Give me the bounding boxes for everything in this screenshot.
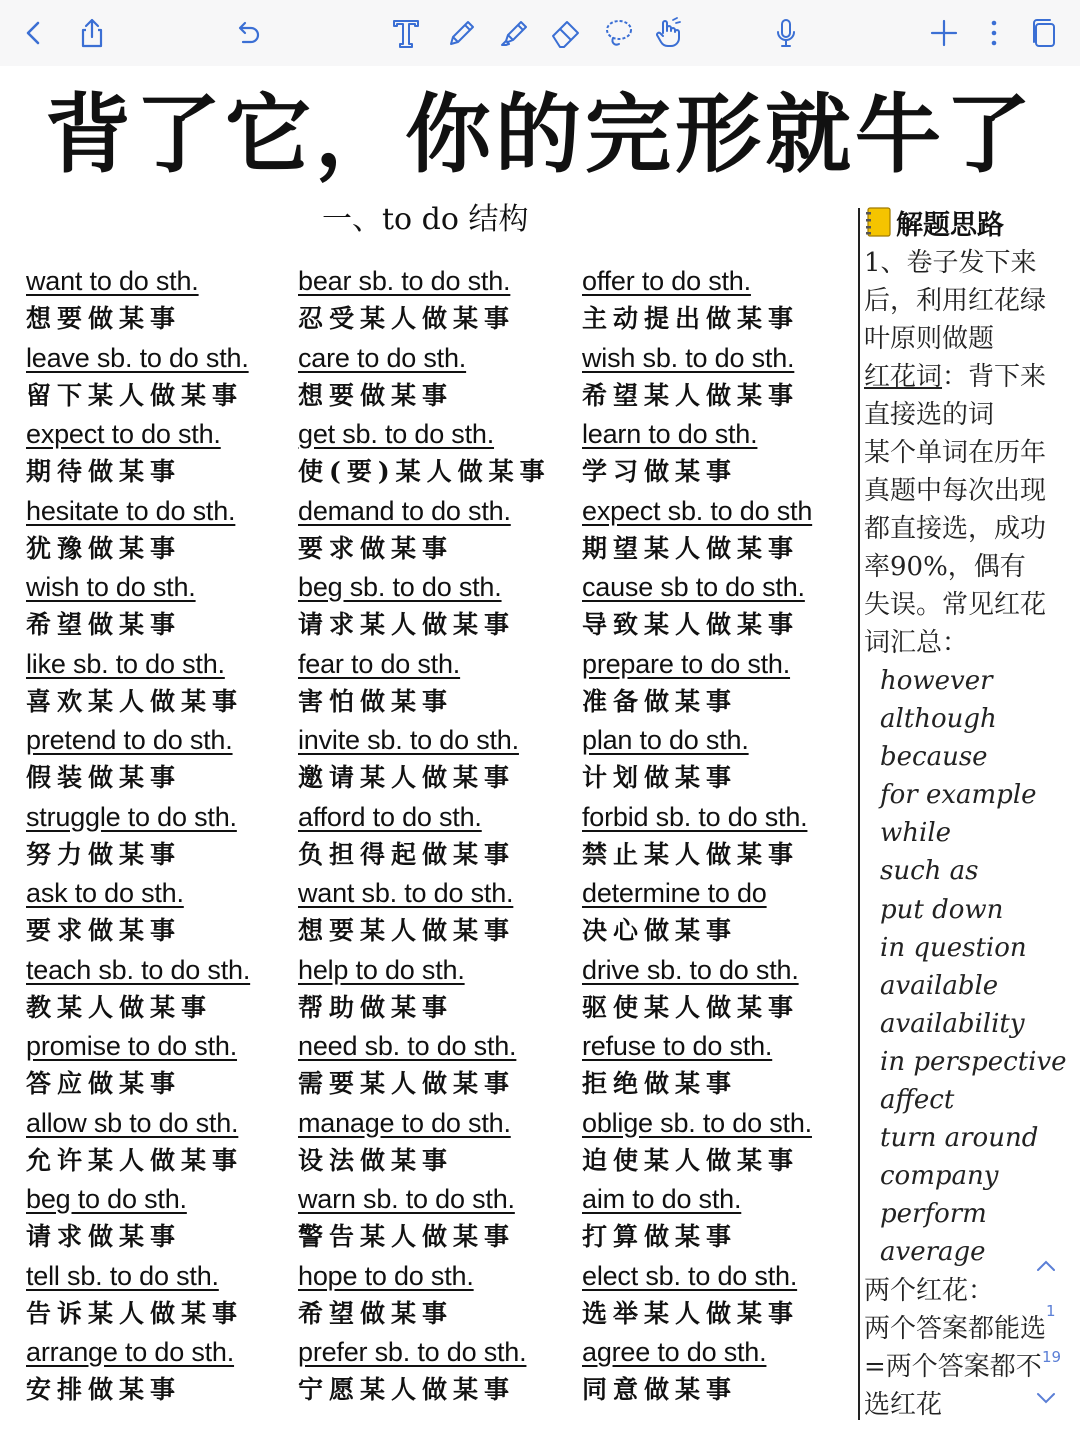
- phrase-entry: [26, 874, 288, 951]
- phrase-chinese: 忍受某人做某事: [298, 304, 516, 333]
- phrase-chinese: 要求做某事: [298, 533, 454, 563]
- phrase-entry: [26, 798, 288, 875]
- phrase-entry: [298, 645, 570, 722]
- handwritten-line: 率90%，偶有: [864, 552, 1026, 582]
- phrase-entry: [26, 951, 288, 1028]
- phrase-column-3: [582, 262, 854, 1410]
- phrase-english: get sb. to do sth.: [298, 419, 495, 449]
- phrase-entry: [582, 1104, 854, 1181]
- phrase-english: determine to do: [582, 878, 767, 908]
- phrase-english: cause sb to do sth.: [582, 572, 805, 602]
- undo-button[interactable]: [228, 13, 268, 53]
- share-button[interactable]: [72, 13, 112, 53]
- phrase-chinese: 努力做某事: [26, 839, 182, 869]
- phrase-entry: [298, 1104, 570, 1181]
- current-page-number: 1: [1046, 1302, 1056, 1320]
- handwritten-line: 两个红花：: [864, 1275, 995, 1306]
- phrase-english: pretend to do sth.: [26, 725, 233, 755]
- phrase-english: care to do sth.: [298, 342, 467, 373]
- notebook-icon: [864, 206, 892, 238]
- phrase-entry: [582, 1180, 854, 1257]
- phrase-english: prefer sb. to do sth.: [298, 1337, 527, 1367]
- handwritten-line: 选红花: [864, 1389, 943, 1420]
- red-flower-term: average: [880, 1237, 986, 1268]
- back-icon: [17, 16, 51, 50]
- phrase-entry: [298, 874, 570, 951]
- red-flower-term: although: [880, 704, 997, 735]
- phrase-english: ask to do sth.: [26, 878, 184, 908]
- tips-paragraph-2: [864, 396, 1078, 662]
- phrase-chinese: 设法做某事: [298, 1145, 454, 1175]
- phrase-entry: [582, 721, 854, 798]
- phrase-chinese: 希望做某事: [26, 610, 182, 639]
- phrase-entry: [298, 568, 570, 645]
- add-icon: [927, 16, 961, 50]
- phrase-entry: [298, 415, 570, 492]
- phrase-english: beg to do sth.: [26, 1184, 187, 1214]
- phrase-entry: [298, 339, 570, 416]
- phrase-english: like sb. to do sth.: [26, 648, 225, 679]
- phrase-english: wish to do sth.: [26, 572, 196, 602]
- total-page-count: 19: [1042, 1348, 1062, 1366]
- phrase-english: offer to do sth.: [582, 266, 751, 296]
- phrase-chinese: 请求某人做某事: [298, 610, 516, 639]
- phrase-chinese: 要求做某事: [26, 916, 182, 945]
- phrase-english: demand to do sth.: [298, 495, 511, 526]
- phrase-chinese: 留下某人做某事: [26, 380, 244, 410]
- handwritten-line: 后，利用红花绿: [864, 286, 1047, 316]
- handwritten-line: 直接选的词: [864, 400, 995, 430]
- phrase-chinese: 警告某人做某事: [298, 1222, 516, 1251]
- phrase-entry: [582, 645, 854, 722]
- pages-button[interactable]: [1024, 13, 1064, 53]
- phrase-english: agree to do sth.: [582, 1337, 767, 1367]
- phrase-chinese: 答应做某事: [26, 1069, 182, 1098]
- text-tool-icon: [389, 16, 423, 50]
- phrase-column-2: [298, 262, 570, 1410]
- phrase-entry: [582, 339, 854, 416]
- phrase-chinese: 想要做某事: [26, 304, 182, 333]
- phrase-chinese: 选举某人做某事: [582, 1298, 800, 1328]
- red-flower-definition: [864, 358, 1078, 396]
- eraser-tool-button[interactable]: [546, 13, 586, 53]
- hand-tool-button[interactable]: [648, 13, 688, 53]
- handwritten-line: 1、卷子发下来: [864, 248, 1037, 278]
- handwritten-line: =两个答案都不: [864, 1351, 1042, 1382]
- phrase-english: leave sb. to do sth.: [26, 342, 249, 373]
- red-flower-label: 红花词: [864, 362, 943, 392]
- phrase-english: arrange to do sth.: [26, 1337, 235, 1367]
- undo-icon: [231, 16, 265, 50]
- phrase-english: hope to do sth.: [298, 1260, 474, 1291]
- phrase-entry: [26, 1333, 288, 1410]
- microphone-button[interactable]: [766, 13, 806, 53]
- phrase-entry: [298, 721, 570, 798]
- microphone-icon: [769, 16, 803, 50]
- red-flower-term: available: [880, 970, 999, 1001]
- phrase-english: struggle to do sth.: [26, 801, 237, 832]
- red-flower-term: in perspective: [880, 1046, 1067, 1077]
- red-flower-term: availability: [880, 1008, 1025, 1039]
- phrase-chinese: 希望某人做某事: [582, 380, 800, 410]
- phrase-chinese: 希望做某事: [298, 1298, 454, 1328]
- phrase-chinese: 决心做某事: [582, 916, 738, 945]
- phrase-chinese: 安排做某事: [26, 1375, 182, 1404]
- phrase-chinese: 允许某人做某事: [26, 1145, 244, 1175]
- handwritten-line: 两个答案都能选: [864, 1313, 1047, 1344]
- tips-paragraph: [864, 244, 1078, 358]
- phrase-entry: [26, 1104, 288, 1181]
- phrase-english: oblige sb. to do sth.: [582, 1107, 812, 1138]
- phrase-entry: [26, 1257, 288, 1334]
- phrase-chinese: 犹豫做某事: [26, 533, 182, 563]
- phrase-english: warn sb. to do sth.: [298, 1184, 515, 1214]
- phrase-entry: [582, 492, 854, 569]
- phrase-column-1: [26, 262, 288, 1410]
- phrase-entry: [26, 492, 288, 569]
- phrase-chinese: 禁止某人做某事: [582, 839, 800, 869]
- phrase-entry: [298, 1180, 570, 1257]
- phrase-chinese: 期待做某事: [26, 457, 182, 486]
- phrase-entry: [298, 262, 570, 339]
- red-flower-term: turn around: [880, 1123, 1039, 1154]
- red-flower-term: for example: [880, 780, 1037, 811]
- note-page[interactable]: [0, 66, 1080, 1440]
- toolbar: [0, 0, 1080, 67]
- phrase-chinese: 帮助做某事: [298, 992, 454, 1022]
- phrase-entry: [26, 415, 288, 492]
- phrase-chinese: 假装做某事: [26, 763, 182, 792]
- handwritten-line: 失误。常见红花: [864, 590, 1047, 620]
- phrase-english: tell sb. to do sth.: [26, 1260, 219, 1291]
- phrase-entry: [582, 415, 854, 492]
- phrase-chinese: 想要做某事: [298, 380, 454, 410]
- phrase-english: elect sb. to do sth.: [582, 1260, 798, 1291]
- share-icon: [75, 16, 109, 50]
- add-button[interactable]: [924, 13, 964, 53]
- highlighter-icon: [497, 16, 531, 50]
- section-title: 一、to do 结构: [322, 202, 529, 237]
- phrase-chinese: 主动提出做某事: [582, 304, 800, 333]
- pen-icon: [445, 16, 479, 50]
- phrase-english: promise to do sth.: [26, 1031, 238, 1061]
- sidebar-header: [864, 200, 1078, 244]
- phrase-entry: [26, 721, 288, 798]
- lasso-icon: [601, 16, 635, 50]
- back-button[interactable]: [14, 13, 54, 53]
- red-flower-term: put down: [880, 894, 1004, 925]
- red-flower-term: perform: [880, 1199, 987, 1230]
- phrase-english: refuse to do sth.: [582, 1031, 773, 1061]
- phrase-entry: [298, 951, 570, 1028]
- handwritten-line: 词汇总：: [864, 628, 969, 658]
- handwritten-line: 真题中每次出现: [864, 476, 1047, 506]
- red-flower-term: because: [880, 742, 988, 773]
- phrase-chinese: 使(要)某人做某事: [298, 457, 551, 486]
- eraser-icon: [549, 16, 583, 50]
- phrase-english: forbid sb. to do sth.: [582, 801, 808, 832]
- phrase-english: invite sb. to do sth.: [298, 725, 519, 755]
- red-flower-term: affect: [880, 1085, 955, 1116]
- phrase-entry: [298, 1257, 570, 1334]
- handwritten-line: 某个单词在历年: [864, 438, 1047, 468]
- pages-icon: [1027, 16, 1061, 50]
- phrase-chinese: 导致某人做某事: [582, 610, 800, 639]
- red-flower-term: in question: [880, 932, 1027, 963]
- phrase-english: plan to do sth.: [582, 725, 749, 755]
- phrase-entry: [582, 798, 854, 875]
- phrase-chinese: 需要某人做某事: [298, 1069, 516, 1098]
- phrase-entry: [298, 798, 570, 875]
- phrase-english: aim to do sth.: [582, 1184, 742, 1214]
- sidebar-notes: [864, 200, 1078, 1424]
- phrase-chinese: 计划做某事: [582, 763, 738, 792]
- pen-tool-button[interactable]: [442, 13, 482, 53]
- phrase-entry: [582, 1027, 854, 1104]
- phrase-english: teach sb. to do sth.: [26, 954, 251, 985]
- phrase-entry: [298, 1333, 570, 1410]
- phrase-chinese: 喜欢某人做某事: [26, 686, 244, 716]
- red-flower-term-list: [864, 662, 1078, 1272]
- phrase-entry: [582, 874, 854, 951]
- phrase-chinese: 拒绝做某事: [582, 1069, 738, 1098]
- phrase-entry: [26, 339, 288, 416]
- phrase-english: need sb. to do sth.: [298, 1031, 517, 1061]
- phrase-chinese: 准备做某事: [582, 686, 738, 716]
- phrase-chinese: 害怕做某事: [298, 686, 454, 716]
- more-icon: [977, 16, 1011, 50]
- phrase-entry: [582, 568, 854, 645]
- phrase-chinese: 负担得起做某事: [298, 839, 516, 869]
- phrase-english: fear to do sth.: [298, 648, 461, 679]
- phrase-entry: [582, 951, 854, 1028]
- phrase-entry: [582, 1333, 854, 1410]
- phrase-chinese: 教某人做某事: [26, 992, 213, 1022]
- page-title: 背了它，你的完形就牛了: [45, 84, 1035, 185]
- phrase-english: drive sb. to do sth.: [582, 954, 799, 985]
- hand-pointer-icon: [651, 16, 685, 50]
- phrase-chinese: 想要某人做某事: [298, 916, 516, 945]
- phrase-english: allow sb to do sth.: [26, 1107, 239, 1138]
- phrase-english: hesitate to do sth.: [26, 495, 236, 526]
- phrase-entry: [26, 262, 288, 339]
- text-tool-button[interactable]: [386, 13, 426, 53]
- phrase-entry: [298, 1027, 570, 1104]
- phrase-english: bear sb. to do sth.: [298, 266, 511, 296]
- handwritten-line: 都直接选，成功: [864, 514, 1047, 544]
- phrase-english: expect to do sth.: [26, 419, 221, 449]
- phrase-english: wish sb. to do sth.: [582, 342, 795, 373]
- phrase-chinese: 驱使某人做某事: [582, 992, 800, 1022]
- phrase-chinese: 告诉某人做某事: [26, 1298, 244, 1328]
- phrase-english: expect sb. to do sth: [582, 495, 813, 526]
- sidebar-divider: [858, 208, 860, 1420]
- phrase-chinese: 请求做某事: [26, 1222, 182, 1251]
- phrase-english: afford to do sth.: [298, 801, 482, 832]
- phrase-entry: [26, 1027, 288, 1104]
- phrase-english: prepare to do sth.: [582, 648, 791, 679]
- phrase-english: want to do sth.: [26, 266, 199, 296]
- red-flower-term: company: [880, 1161, 999, 1192]
- phrase-english: help to do sth.: [298, 954, 465, 985]
- phrase-english: manage to do sth.: [298, 1107, 511, 1138]
- red-flower-term: such as: [880, 856, 979, 887]
- phrase-english: want sb. to do sth.: [298, 878, 514, 908]
- phrase-entry: [582, 1257, 854, 1334]
- phrase-chinese: 宁愿某人做某事: [298, 1375, 516, 1404]
- phrase-entry: [26, 568, 288, 645]
- phrase-entry: [26, 645, 288, 722]
- phrase-entry: [298, 492, 570, 569]
- page-scroller[interactable]: [1026, 1256, 1066, 1426]
- red-flower-term: while: [880, 818, 952, 849]
- red-flower-term: however: [880, 666, 993, 696]
- red-flower-rest: ：背下来: [942, 362, 1047, 392]
- chevron-up-icon[interactable]: [1032, 1256, 1060, 1276]
- phrase-entry: [26, 1180, 288, 1257]
- phrase-chinese: 学习做某事: [582, 457, 738, 486]
- phrase-english: beg sb. to do sth.: [298, 572, 502, 602]
- phrase-entry: [582, 262, 854, 339]
- phrase-chinese: 打算做某事: [582, 1222, 738, 1251]
- phrase-english: learn to do sth.: [582, 419, 758, 449]
- handwritten-line: 叶原则做题: [864, 324, 995, 354]
- phrase-chinese: 邀请某人做某事: [298, 763, 516, 792]
- more-button[interactable]: [974, 13, 1014, 53]
- phrase-chinese: 期望某人做某事: [582, 533, 800, 563]
- phrase-chinese: 迫使某人做某事: [582, 1145, 800, 1175]
- chevron-down-icon[interactable]: [1032, 1388, 1060, 1408]
- phrase-chinese: 同意做某事: [582, 1375, 738, 1404]
- highlighter-tool-button[interactable]: [494, 13, 534, 53]
- lasso-tool-button[interactable]: [598, 13, 638, 53]
- sidebar-title: 解题思路: [896, 209, 1004, 241]
